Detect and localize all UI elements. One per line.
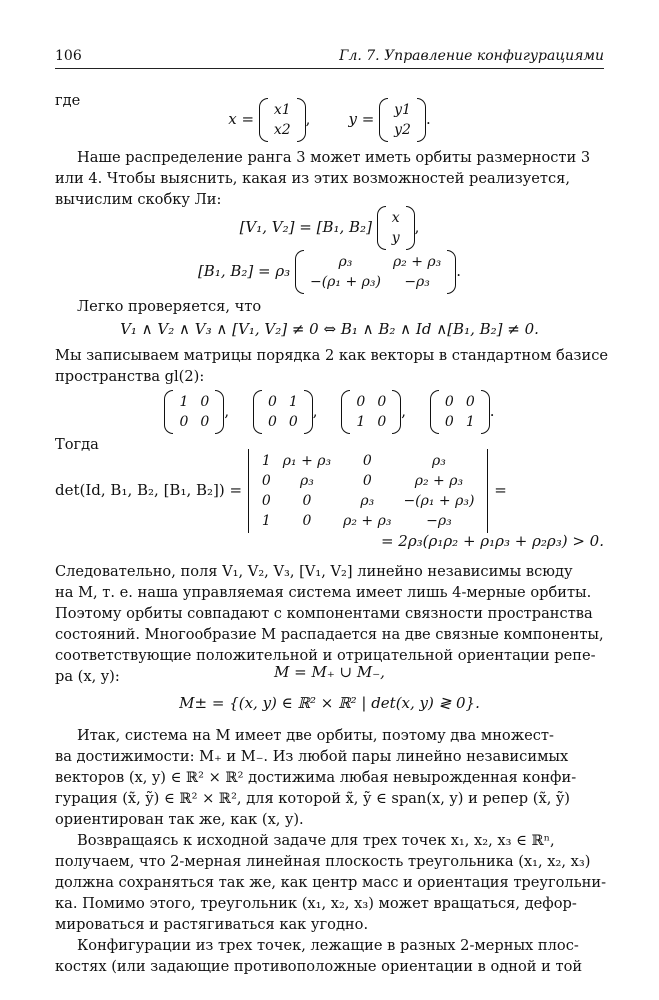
equation-m-pm: M± = {(x, y) ∈ ℝ² × ℝ² | det(x, y) ≷ 0}. (179, 694, 480, 712)
paragraph-three-points-line-4: ка. Помимо этого, треугольник (x₁, x₂, x₃) может вращаться, дефор- (55, 895, 577, 912)
basis-1-tail: , (224, 402, 230, 420)
basis-3-d: 0 (377, 414, 387, 430)
det-1-2: ρ₁ + ρ₃ (282, 453, 332, 469)
page-header (55, 46, 604, 69)
basis-matrix-3 (341, 392, 401, 432)
equation-m-union: M = M₊ ∪ M₋, (274, 663, 385, 681)
basis-3-b: 0 (377, 394, 387, 410)
paragraph-matrices-line-2: пространства gl(2): (55, 368, 205, 385)
paragraph-configurations-line-1: Конфигурации из трех точек, лежащие в разных 2-мерных плос- (77, 937, 579, 954)
paragraph-three-points-line-1: Возвращаясь к исходной задаче для трех точек x₁, x₂, x₃ ∈ ℝⁿ, (77, 832, 555, 849)
eq-bracket-tail: , (414, 218, 420, 236)
det-3-2: 0 (302, 493, 312, 509)
basis-4-a: 0 (444, 394, 454, 410)
equation-x-y: x = x1 x2 , y = y1 y2 . (55, 100, 604, 140)
matrix-b-22: −ρ₃ (404, 274, 430, 290)
basis-1-c: 0 (179, 414, 189, 430)
det-2-4: ρ₂ + ρ₃ (414, 473, 464, 489)
paragraph-three-points-line-5: мироваться и растягиваться как угодно. (55, 916, 369, 933)
paragraph-three-points-line-2: получаем, что 2-мерная линейная плоскость треугольника (x₁, x₂, x₃) (55, 853, 591, 870)
equation-lie-bracket (55, 208, 604, 248)
vector-y-2: y2 (394, 122, 411, 138)
basis-3-c: 1 (356, 414, 366, 430)
running-title: Гл. 7. Управление конфигурациями (339, 48, 604, 64)
eq-b-lhs: [B₁, B₂] = ρ₃ (197, 262, 291, 280)
basis-matrix-4 (430, 392, 490, 432)
det-1-3: 0 (362, 453, 372, 469)
eq-y-lhs: y = (348, 110, 375, 128)
eq-x-lhs: x = (228, 110, 255, 128)
det-4-4: −ρ₃ (426, 513, 452, 529)
basis-2-c: 0 (267, 414, 277, 430)
vector-xy (377, 208, 415, 248)
basis-4-tail: . (489, 402, 495, 420)
det-1-1: 1 (261, 453, 271, 469)
basis-2-tail: , (312, 402, 318, 420)
basis-2-a: 0 (267, 394, 277, 410)
text-where: где (55, 92, 81, 109)
matrix-b-21: −(ρ₁ + ρ₃) (309, 274, 381, 290)
det-3-3: ρ₃ (360, 493, 375, 509)
vector-y-1: y1 (394, 102, 411, 118)
vector-x (259, 100, 306, 140)
vector-xy-x: x (391, 210, 400, 226)
eq-b-tail: . (456, 262, 462, 280)
basis-matrix-2 (253, 392, 313, 432)
vector-y (379, 100, 426, 140)
basis-2-b: 1 (288, 394, 298, 410)
paragraph-orbits-line-1: Итак, система на M имеет две орбиты, поэтому два множест- (77, 727, 554, 744)
vector-x-2: x2 (273, 122, 291, 138)
paragraph-rank-line-2: или 4. Чтобы выяснить, какая из этих возможностей реализуется, (55, 170, 570, 187)
paragraph-fields-line-3: Поэтому орбиты совпадают с компонентами связности пространства (55, 605, 593, 622)
det-2-2: ρ₃ (300, 473, 314, 489)
equation-wedge: V₁ ∧ V₂ ∧ V₃ ∧ [V₁, V₂] ≠ 0 ⇔ B₁ ∧ B₂ ∧ Id ∧[B₁, B₂] ≠ 0. (120, 320, 539, 338)
paragraph-fields-line-1: Следовательно, поля V₁, V₂, V₃, [V₁, V₂] линейно независимы всюду (55, 563, 573, 580)
eq-bracket-lhs: [V₁, V₂] = [B₁, B₂] (239, 218, 372, 236)
basis-1-d: 0 (200, 414, 210, 430)
det-4-1: 1 (261, 513, 271, 529)
basis-4-d: 1 (465, 414, 475, 430)
paragraph-orbits-line-3: векторов (x, y) ∈ ℝ² × ℝ² достижима любая невырожденная конфи- (55, 769, 577, 786)
vector-x-1: x1 (273, 102, 291, 118)
paragraph-fields-line-4: состояний. Многообразие M распадается на две связные компоненты, (55, 626, 604, 643)
paragraph-fields-line-2: на M, т. е. наша управляемая система имеет лишь 4-мерные орбиты. (55, 584, 592, 601)
text-easy-check: Легко проверяется, что (77, 298, 262, 315)
det-2-1: 0 (261, 473, 271, 489)
equation-determinant (55, 451, 604, 531)
basis-2-d: 0 (288, 414, 298, 430)
det-4-3: ρ₂ + ρ₃ (343, 513, 392, 529)
det-result: = 2ρ₃(ρ₁ρ₂ + ρ₁ρ₃ + ρ₂ρ₃) > 0. (380, 532, 604, 550)
det-1-4: ρ₃ (432, 453, 446, 469)
det-tail: = (494, 481, 507, 499)
page-number: 106 (55, 48, 82, 64)
paragraph-fields-line-6: ра (x, y): (55, 668, 120, 685)
paragraph-rank-line-1: Наше распределение ранга 3 может иметь орбиты размерности 3 (77, 149, 591, 166)
basis-matrix-1 (164, 392, 224, 432)
paragraph-orbits-line-5: ориентирован так же, как (x, y). (55, 811, 304, 828)
basis-4-c: 0 (444, 414, 454, 430)
matrix-b (295, 252, 456, 292)
equation-basis (55, 392, 604, 432)
det-4-2: 0 (302, 513, 312, 529)
det-3-4: −(ρ₁ + ρ₃) (403, 493, 475, 509)
det-matrix (247, 451, 490, 531)
det-lhs: det(Id, B₁, B₂, [B₁, B₂]) = (55, 481, 243, 499)
equation-b-bracket (55, 252, 604, 292)
paragraph-matrices-line-1: Мы записываем матрицы порядка 2 как векторы в стандартном базисе (55, 347, 609, 364)
paragraph-rank-line-3: вычислим скобку Ли: (55, 191, 222, 208)
paragraph-configurations-line-2: костях (или задающие противоположные ориентации в одной и той (55, 958, 583, 975)
vector-xy-y: y (391, 230, 400, 246)
paragraph-orbits-line-4: гурация (x̃, ỹ) ∈ ℝ² × ℝ², для которой x̃, ỹ ∈ span(x, y) и репер (x̃, ỹ) (55, 790, 570, 807)
det-2-3: 0 (362, 473, 372, 489)
paragraph-three-points-line-3: должна сохраняться так же, как центр масс и ориентация треугольни- (55, 874, 607, 891)
paragraph-fields-line-5: соответствующие положительной и отрицательной ориентации репе- (55, 647, 596, 664)
basis-1-b: 0 (200, 394, 210, 410)
paragraph-orbits-line-2: ва достижимости: M₊ и M₋. Из любой пары линейно независимых (55, 748, 569, 765)
matrix-b-11: ρ₃ (338, 254, 353, 270)
basis-3-tail: , (401, 402, 407, 420)
basis-1-a: 1 (179, 394, 189, 410)
text-then: Тогда (55, 436, 99, 453)
basis-3-a: 0 (356, 394, 366, 410)
matrix-b-12: ρ₂ + ρ₃ (392, 254, 442, 270)
basis-4-b: 0 (465, 394, 475, 410)
det-3-1: 0 (261, 493, 271, 509)
